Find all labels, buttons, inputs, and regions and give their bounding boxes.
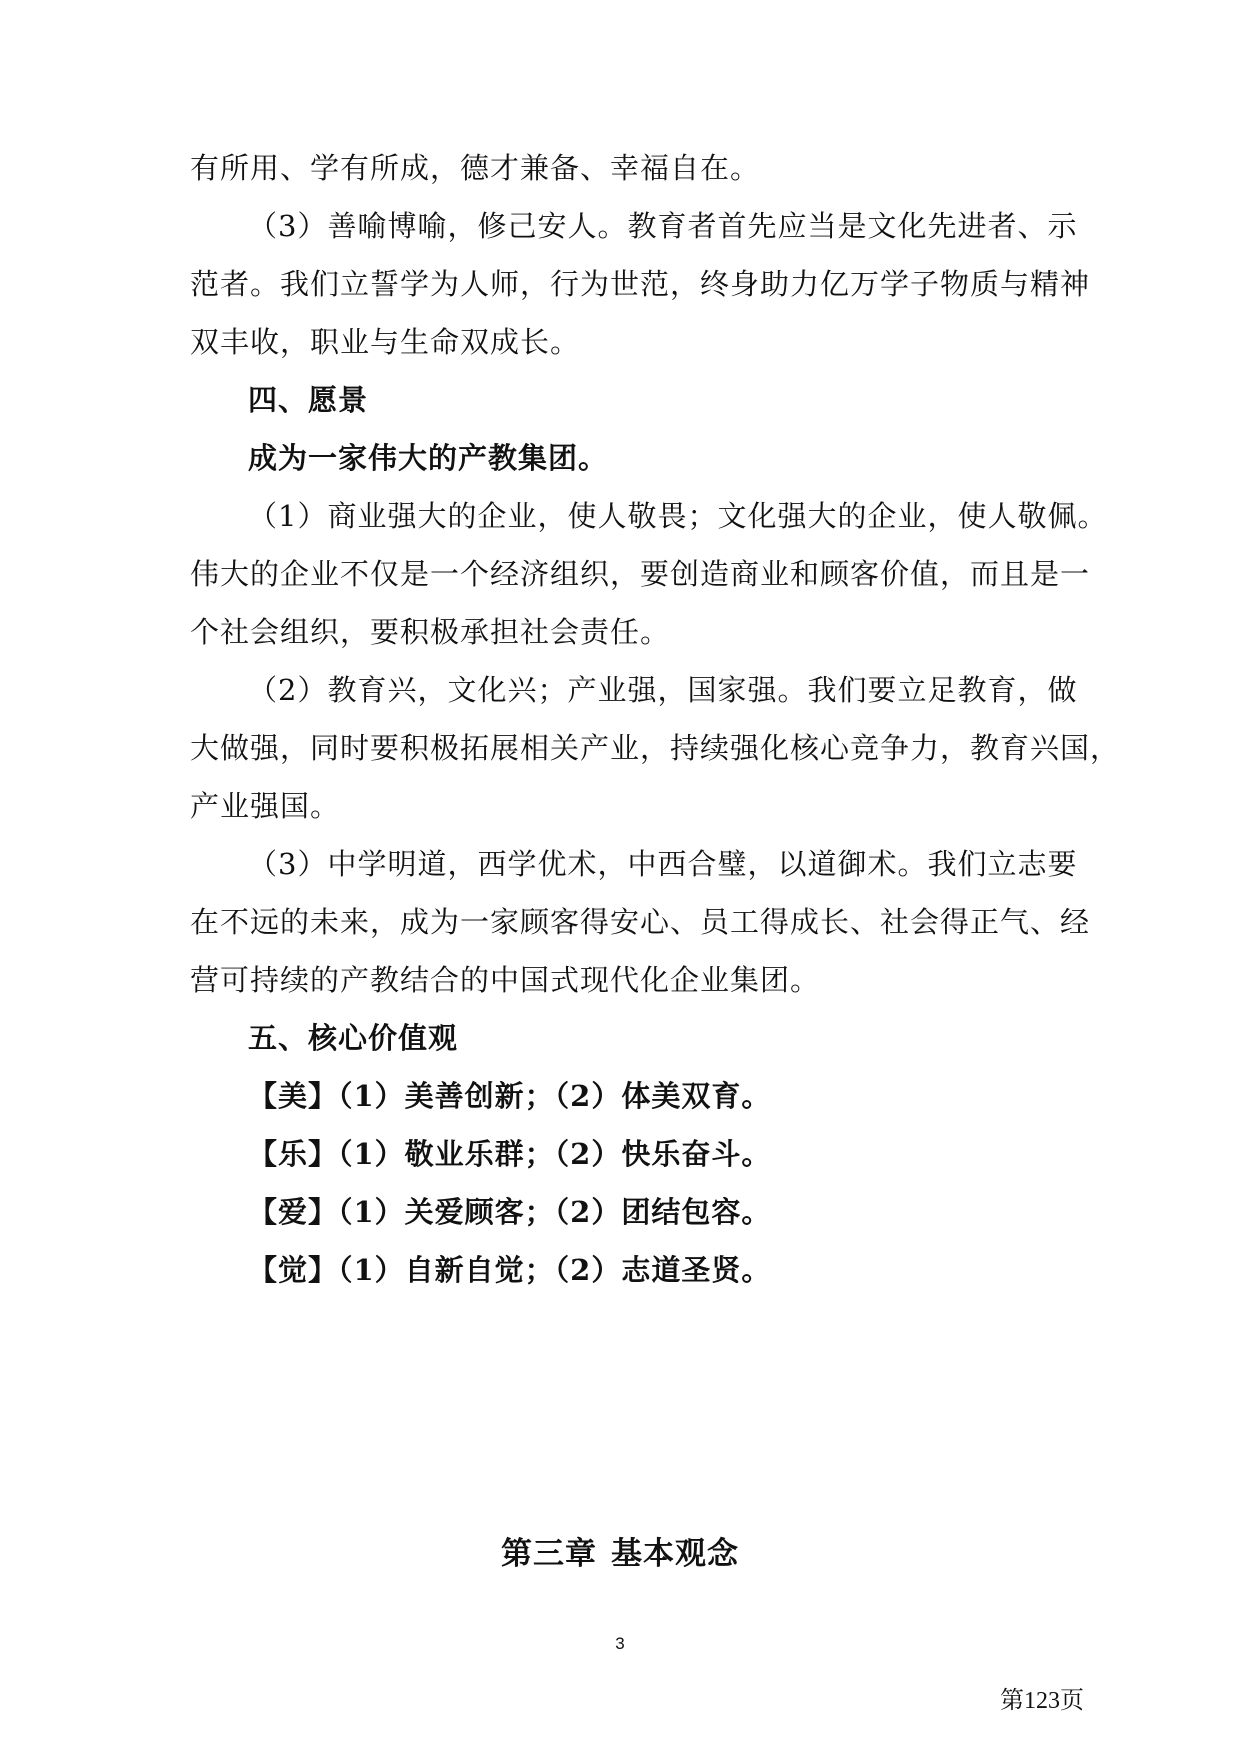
chapter-number: 第三章	[501, 1536, 597, 1572]
paragraph-line: 营可持续的产教结合的中国式现代化企业集团。	[190, 963, 821, 997]
value-item: 【乐】（1）敬业乐群；（2）快乐奋斗。	[248, 1137, 772, 1171]
section-heading: 四、愿景	[248, 383, 369, 417]
value-item: 【觉】（1）自新自觉；（2）志道圣贤。	[248, 1253, 772, 1287]
vision-statement: 成为一家伟大的产教集团。	[248, 441, 609, 475]
paragraph-line: 在不远的未来，成为一家顾客得安心、员工得成长、社会得正气、经	[190, 905, 1091, 939]
chapter-heading	[0, 1528, 1240, 1573]
paragraph-line: 双丰收，职业与生命双成长。	[190, 325, 581, 359]
section-heading: 五、核心价值观	[248, 1021, 459, 1055]
paragraph-line: 范者。我们立誓学为人师，行为世范，终身助力亿万学子物质与精神	[190, 267, 1091, 301]
value-item: 【爱】（1）关爱顾客；（2）团结包容。	[248, 1195, 772, 1229]
paragraph-line: （1）商业强大的企业，使人敬畏；文化强大的企业，使人敬佩。	[248, 499, 1108, 533]
paragraph-line: （3）善喻博喻，修己安人。教育者首先应当是文化先进者、示	[248, 209, 1078, 243]
page-number: 3	[615, 1634, 625, 1653]
footer-page-label: 第123页	[1000, 1688, 1084, 1714]
paragraph-line: （2）教育兴，文化兴；产业强，国家强。我们要立足教育，做	[248, 673, 1078, 707]
paragraph-line: 大做强，同时要积极拓展相关产业，持续强化核心竞争力，教育兴国，	[190, 731, 1121, 765]
value-item: 【美】（1）美善创新；（2）体美双育。	[248, 1079, 772, 1113]
chapter-title: 基本观念	[611, 1536, 739, 1572]
paragraph-line: 产业强国。	[190, 789, 341, 823]
paragraph-line: （3）中学明道，西学优术，中西合璧，以道御术。我们立志要	[248, 847, 1078, 881]
paragraph-line: 有所用、学有所成，德才兼备、幸福自在。	[190, 151, 761, 185]
paragraph-line: 个社会组织，要积极承担社会责任。	[190, 615, 671, 649]
paragraph-line: 伟大的企业不仅是一个经济组织，要创造商业和顾客价值，而且是一	[190, 557, 1091, 591]
